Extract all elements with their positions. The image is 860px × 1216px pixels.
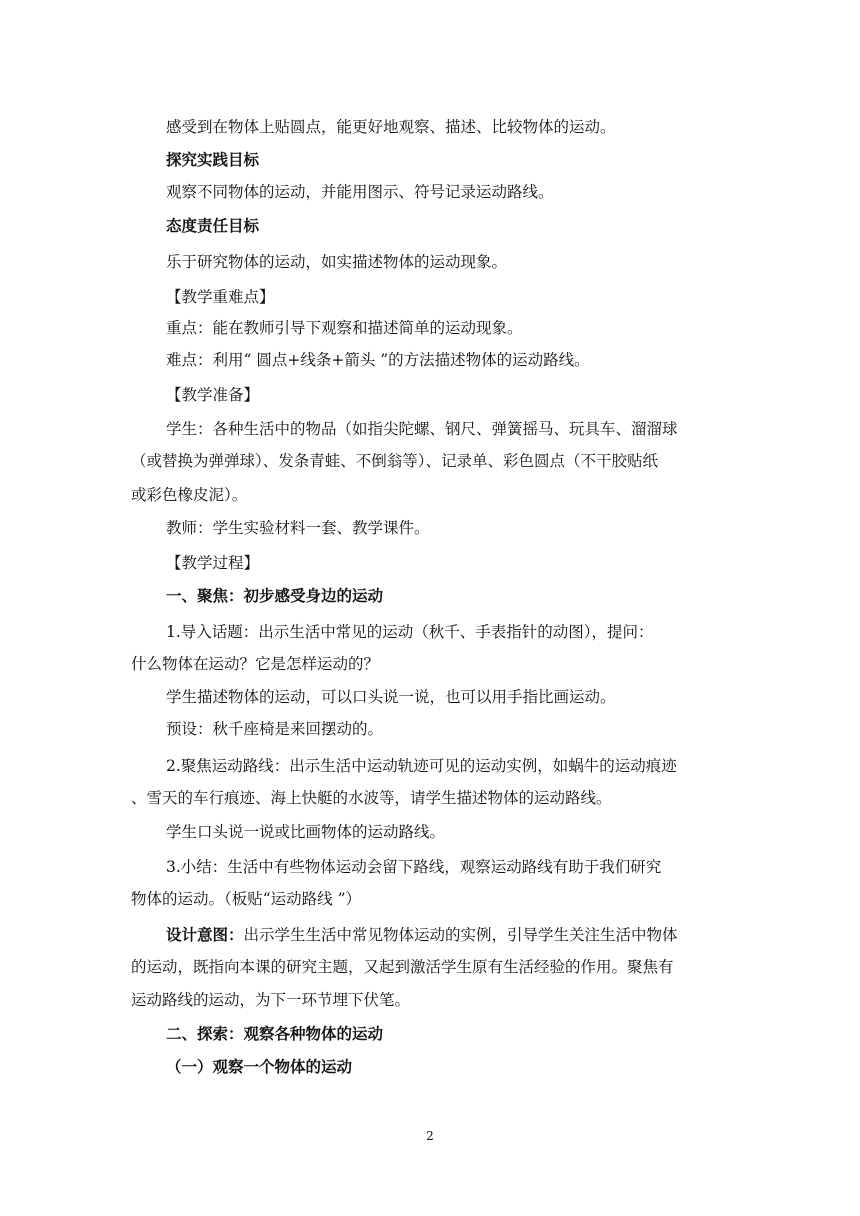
text-line: （或替换为弹弹球）、发条青蛙、不倒翁等）、记录单、彩色圆点（不干胶贴纸 — [131, 452, 659, 470]
text-line: 或彩色橡皮泥）。 — [131, 486, 248, 504]
text-line: 、雪天的车行痕迹、海上快艇的水波等，请学生描述物体的运动路线。 — [131, 789, 612, 807]
text-line: 感受到在物体上贴圆点，能更好地观察、描述、比较物体的运动。 — [166, 118, 616, 136]
text-line: 教师：学生实验材料一套、教学课件。 — [166, 519, 430, 537]
section-heading: 态度责任目标 — [166, 216, 260, 235]
text-line — [166, 925, 678, 945]
text-line: 观察不同物体的运动，并能用图示、符号记录运动路线。 — [166, 183, 554, 201]
text-line: 物体的运动。（板贴“运动路线 ”） — [131, 890, 362, 908]
bracket-heading: 【教学过程】 — [166, 554, 260, 572]
design-intent-label: 设计意图： — [166, 925, 244, 944]
bracket-heading: 【教学准备】 — [166, 386, 260, 404]
section-heading: 探究实践目标 — [166, 150, 260, 169]
section-heading: 二、探索：观察各种物体的运动 — [166, 1024, 384, 1043]
text-line: 什么物体在运动？它是怎样运动的？ — [131, 655, 380, 673]
section-heading: 一、聚焦：初步感受身边的运动 — [166, 586, 384, 605]
text-line: 难点：利用“ 圆点+线条+箭头 ”的方法描述物体的运动路线。 — [166, 351, 590, 369]
design-intent-text: 出示学生生活中常见物体运动的实例，引导学生关注生活中物体 — [243, 926, 678, 944]
text-line: 学生描述物体的运动，可以口头说一说，也可以用手指比画运动。 — [166, 688, 616, 706]
subsection-heading: （一）观察一个物体的运动 — [166, 1057, 353, 1076]
text-line: 学生口头说一说或比画物体的运动路线。 — [166, 823, 446, 841]
text-line: 重点：能在教师引导下观察和描述简单的运动现象。 — [166, 319, 523, 337]
text-line: 预设：秋千座椅是来回摆动的。 — [166, 720, 384, 738]
text-line: 1.导入话题：出示生活中常见的运动（秋千、手表指针的动图），提问： — [166, 623, 654, 641]
page-number: 2 — [426, 1129, 434, 1143]
text-line: 的运动，既指向本课的研究主题，又起到激活学生原有生活经验的作用。聚焦有 — [131, 958, 674, 976]
text-line: 3.小结：生活中有些物体运动会留下路线，观察运动路线有助于我们研究 — [166, 858, 662, 876]
bracket-heading: 【教学重难点】 — [166, 288, 275, 306]
text-line: 2.聚焦运动路线：出示生活中运动轨迹可见的运动实例，如蜗牛的运动痕迹 — [166, 757, 677, 775]
text-line: 乐于研究物体的运动，如实描述物体的运动现象。 — [166, 253, 508, 271]
text-line: 学生：各种生活中的物品（如指尖陀螺、钢尺、弹簧摇马、玩具车、溜溜球 — [166, 420, 678, 438]
text-line: 运动路线的运动，为下一环节埋下伏笔。 — [131, 991, 411, 1009]
